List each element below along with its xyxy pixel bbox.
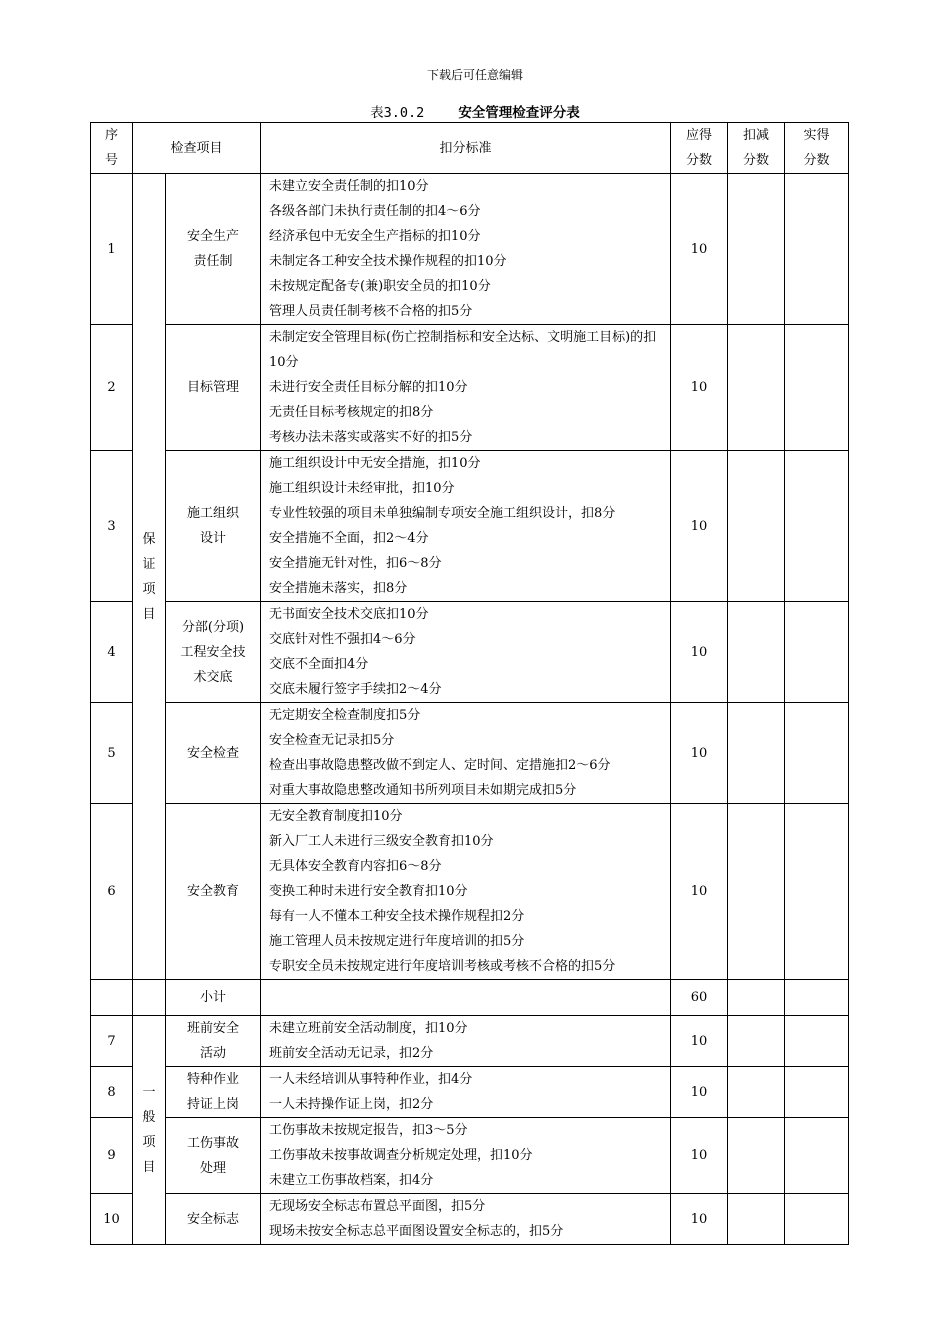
row-item-name — [166, 602, 261, 703]
criteria-line: 经济承包中无安全生产指标的扣10分 — [269, 229, 481, 244]
row-actual-score — [785, 703, 849, 804]
row-item-name — [166, 1118, 261, 1194]
table-number: 表3.0.2 — [370, 105, 425, 121]
row-due-score: 10 — [671, 1194, 728, 1245]
criteria-line: 一人未持操作证上岗，扣2分 — [269, 1097, 434, 1112]
row-seq: 3 — [91, 451, 133, 602]
row-deduct-score — [728, 703, 785, 804]
criteria-line: 施工组织设计中无安全措施，扣10分 — [269, 456, 481, 471]
criteria-line: 一人未经培训从事特种作业，扣4分 — [269, 1072, 473, 1087]
table-row — [91, 804, 849, 980]
criteria-line: 未制定安全管理目标(伤亡控制指标和安全达标、文明施工目标)的扣10分 — [269, 330, 657, 370]
category-char: 证 — [142, 556, 156, 572]
category-char: 项 — [142, 1135, 156, 1150]
item-name-line: 工伤事故 — [187, 1135, 240, 1151]
row-criteria — [261, 451, 671, 602]
subtotal-seq — [91, 980, 133, 1016]
row-due-score: 10 — [671, 602, 728, 703]
row-due-score: 10 — [671, 451, 728, 602]
criteria-line: 新入厂工人未进行三级安全教育扣10分 — [269, 834, 494, 849]
row-seq: 7 — [91, 1016, 133, 1067]
row-criteria — [261, 1016, 671, 1067]
criteria-line: 安全检查无记录扣5分 — [269, 733, 395, 748]
row-seq: 2 — [91, 325, 133, 451]
table-row — [91, 1067, 849, 1118]
category-char: 般 — [142, 1110, 156, 1125]
general-category — [133, 1016, 166, 1245]
item-name-line: 术交底 — [193, 669, 233, 685]
subtotal-criteria — [261, 980, 671, 1016]
criteria-line: 考核办法未落实或落实不好的扣5分 — [269, 430, 473, 445]
row-actual-score — [785, 451, 849, 602]
row-actual-score — [785, 1016, 849, 1067]
criteria-line: 班前安全活动无记录，扣2分 — [269, 1046, 434, 1061]
row-criteria — [261, 174, 671, 325]
row-due-score: 10 — [671, 703, 728, 804]
row-actual-score — [785, 1194, 849, 1245]
table-row — [91, 602, 849, 703]
criteria-line: 工伤事故未按事故调查分析规定处理，扣10分 — [269, 1148, 533, 1163]
header-row — [91, 123, 849, 174]
row-criteria — [261, 1067, 671, 1118]
row-criteria — [261, 602, 671, 703]
subtotal-deduct — [728, 980, 785, 1016]
row-criteria — [261, 1118, 671, 1194]
row-actual-score — [785, 325, 849, 451]
item-name-line: 特种作业 — [187, 1072, 240, 1087]
row-deduct-score — [728, 1067, 785, 1118]
col-deduct-header: 扣减 分数 — [728, 123, 785, 174]
criteria-line: 未制定各工种安全技术操作规程的扣10分 — [269, 254, 507, 269]
criteria-line: 无现场安全标志布置总平面图，扣5分 — [269, 1199, 486, 1214]
row-item-name — [166, 1067, 261, 1118]
col-item-header: 检查项目 — [133, 123, 261, 174]
criteria-line: 每有一人不懂本工种安全技术操作规程扣2分 — [269, 909, 525, 924]
item-name-line: 处理 — [200, 1160, 227, 1176]
row-due-score: 10 — [671, 1016, 728, 1067]
criteria-line: 现场未按安全标志总平面图设置安全标志的，扣5分 — [269, 1224, 564, 1239]
row-actual-score — [785, 602, 849, 703]
table-row — [91, 703, 849, 804]
row-criteria — [261, 325, 671, 451]
row-actual-score — [785, 174, 849, 325]
criteria-line: 专职安全员未按规定进行年度培训考核或考核不合格的扣5分 — [269, 959, 616, 974]
subtotal-label: 小计 — [166, 980, 261, 1016]
criteria-line: 检查出事故隐患整改做不到定人、定时间、定措施扣2～6分 — [269, 758, 611, 773]
row-deduct-score — [728, 1118, 785, 1194]
table-row — [91, 1016, 849, 1067]
col-criteria-header: 扣分标准 — [261, 123, 671, 174]
criteria-line: 安全措施不全面，扣2～4分 — [269, 531, 429, 546]
table-row — [91, 174, 849, 325]
row-deduct-score — [728, 1016, 785, 1067]
criteria-line: 施工管理人员未按规定进行年度培训的扣5分 — [269, 934, 525, 949]
criteria-line: 交底针对性不强扣4～6分 — [269, 632, 416, 647]
row-seq: 6 — [91, 804, 133, 980]
criteria-line: 未进行安全责任目标分解的扣10分 — [269, 380, 468, 395]
row-deduct-score — [728, 602, 785, 703]
row-seq: 1 — [91, 174, 133, 325]
item-name-line: 工程安全技 — [180, 644, 246, 660]
criteria-line: 未建立工伤事故档案，扣4分 — [269, 1173, 434, 1188]
criteria-line: 无书面安全技术交底扣10分 — [269, 607, 429, 622]
item-name-line: 安全检查 — [187, 745, 240, 761]
item-name-line: 施工组织 — [187, 506, 240, 521]
row-item-name — [166, 1194, 261, 1245]
criteria-line: 各级各部门未执行责任制的扣4～6分 — [269, 204, 481, 219]
row-due-score: 10 — [671, 804, 728, 980]
safety-management-score-table — [90, 122, 849, 1245]
criteria-line: 未建立班前安全活动制度，扣10分 — [269, 1021, 468, 1036]
row-due-score: 10 — [671, 1118, 728, 1194]
row-deduct-score — [728, 1194, 785, 1245]
col-actual-header: 实得 分数 — [785, 123, 849, 174]
row-criteria — [261, 703, 671, 804]
category-char: 目 — [142, 606, 156, 622]
criteria-line: 未按规定配备专(兼)职安全员的扣10分 — [269, 279, 491, 294]
criteria-line: 管理人员责任制考核不合格的扣5分 — [269, 304, 473, 319]
table-row — [91, 451, 849, 602]
item-name-line: 安全生产 — [187, 229, 240, 244]
subtotal-score: 60 — [671, 980, 728, 1016]
criteria-line: 未建立安全责任制的扣10分 — [269, 179, 429, 194]
subtotal-row — [91, 980, 849, 1016]
row-deduct-score — [728, 325, 785, 451]
criteria-line: 无具体安全教育内容扣6～8分 — [269, 859, 442, 874]
row-actual-score — [785, 1118, 849, 1194]
criteria-line: 对重大事故隐患整改通知书所列项目未如期完成扣5分 — [269, 783, 577, 798]
subtotal-category — [133, 980, 166, 1016]
criteria-line: 安全措施未落实，扣8分 — [269, 581, 408, 596]
criteria-line: 工伤事故未按规定报告，扣3～5分 — [269, 1123, 468, 1138]
row-item-name — [166, 325, 261, 451]
header-note: 下载后可任意编辑 — [426, 68, 523, 82]
item-name-line: 班前安全 — [187, 1021, 240, 1036]
criteria-line: 交底不全面扣4分 — [269, 657, 369, 672]
category-char: 一 — [142, 1085, 156, 1100]
table-row — [91, 1118, 849, 1194]
item-name-line: 分部(分项) — [181, 619, 245, 635]
item-name-line: 安全标志 — [187, 1211, 240, 1227]
category-char: 项 — [142, 581, 156, 597]
row-seq: 4 — [91, 602, 133, 703]
row-due-score: 10 — [671, 1067, 728, 1118]
row-seq: 10 — [91, 1194, 133, 1245]
criteria-line: 施工组织设计未经审批，扣10分 — [269, 481, 455, 496]
table-row — [91, 325, 849, 451]
row-due-score: 10 — [671, 325, 728, 451]
col-due-header: 应得 分数 — [671, 123, 728, 174]
col-seq-header: 序 号 — [91, 123, 133, 174]
row-seq: 9 — [91, 1118, 133, 1194]
criteria-line: 专业性较强的项目未单独编制专项安全施工组织设计，扣8分 — [269, 506, 616, 521]
criteria-line: 交底未履行签字手续扣2～4分 — [269, 682, 442, 697]
row-actual-score — [785, 804, 849, 980]
row-item-name — [166, 174, 261, 325]
item-name-line: 安全教育 — [187, 884, 240, 899]
row-item-name — [166, 703, 261, 804]
guarantee-category — [133, 174, 166, 980]
row-deduct-score — [728, 804, 785, 980]
criteria-line: 无安全教育制度扣10分 — [269, 809, 403, 824]
item-name-line: 设计 — [200, 531, 227, 546]
category-char: 目 — [142, 1160, 156, 1175]
row-seq: 8 — [91, 1067, 133, 1118]
criteria-line: 无责任目标考核规定的扣8分 — [269, 405, 434, 420]
table-name: 安全管理检查评分表 — [458, 105, 580, 121]
row-item-name — [166, 804, 261, 980]
item-name-line: 目标管理 — [187, 380, 240, 395]
criteria-line: 变换工种时未进行安全教育扣10分 — [269, 884, 468, 899]
row-criteria — [261, 1194, 671, 1245]
table-row — [91, 1194, 849, 1245]
subtotal-actual — [785, 980, 849, 1016]
category-char: 保 — [142, 531, 156, 547]
item-name-line: 持证上岗 — [187, 1097, 240, 1112]
row-deduct-score — [728, 174, 785, 325]
criteria-line: 安全措施无针对性，扣6～8分 — [269, 556, 442, 571]
item-name-line: 责任制 — [193, 254, 233, 269]
row-deduct-score — [728, 451, 785, 602]
row-criteria — [261, 804, 671, 980]
row-item-name — [166, 451, 261, 602]
item-name-line: 活动 — [200, 1046, 227, 1061]
criteria-line: 无定期安全检查制度扣5分 — [269, 708, 421, 723]
row-actual-score — [785, 1067, 849, 1118]
row-due-score: 10 — [671, 174, 728, 325]
row-item-name — [166, 1016, 261, 1067]
row-seq: 5 — [91, 703, 133, 804]
table-title — [0, 101, 950, 121]
